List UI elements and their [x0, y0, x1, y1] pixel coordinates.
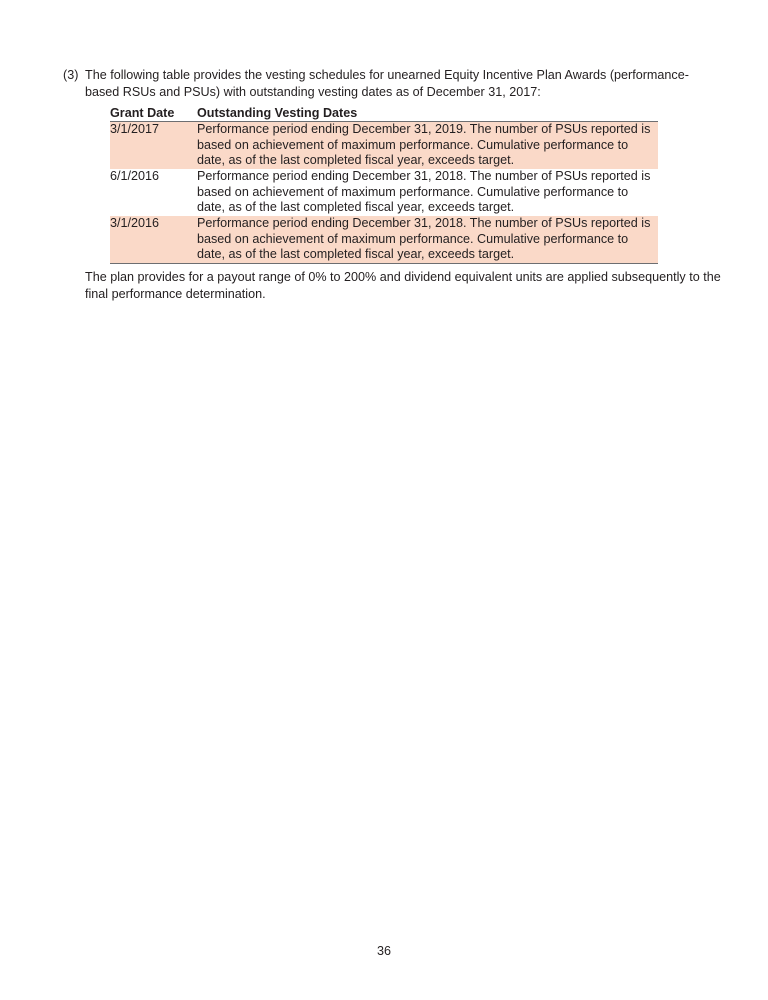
payout-paragraph: The plan provides for a payout range of 0% to 200% and dividend equivalent units are applied subsequently to the final performance determination.: [85, 270, 721, 301]
footnote-number: (3): [63, 68, 79, 82]
table-row: [110, 122, 658, 170]
vesting-schedule-table: [110, 104, 658, 264]
grant-date-cell: 3/1/2017: [110, 122, 197, 170]
page-number: 36: [376, 944, 391, 958]
vesting-dates-cell: Performance period ending December 31, 2019. The number of PSUs reported is based on achievement of maximum performance. Cumulative performance to date, as of the last completed fiscal year, exceeds target.: [197, 122, 658, 170]
grant-date-cell: 6/1/2016: [110, 169, 160, 183]
vesting-dates-cell: Performance period ending December 31, 2018. The number of PSUs reported is based on achievement of maximum performance. Cumulative performance to date, as of the last completed fiscal year, exceeds target.: [197, 169, 651, 214]
vesting-dates-cell: Performance period ending December 31, 2018. The number of PSUs reported is based on achievement of maximum performance. Cumulative performance to date, as of the last completed fiscal year, exceeds target.: [197, 216, 658, 264]
table-header-row: [110, 104, 658, 122]
header-outstanding-vesting-dates: Outstanding Vesting Dates: [197, 104, 658, 122]
footnote-3: [63, 67, 723, 101]
grant-date-cell: 3/1/2016: [110, 216, 197, 264]
footnote-text: The following table provides the vesting schedules for unearned Equity Incentive Plan Awards (performance-based RSUs and PSUs) with outstanding vesting dates as of December 31, 2017:: [85, 68, 689, 99]
header-grant-date: Grant Date: [110, 104, 197, 122]
table-row: [110, 169, 658, 216]
table-row: [110, 216, 658, 264]
